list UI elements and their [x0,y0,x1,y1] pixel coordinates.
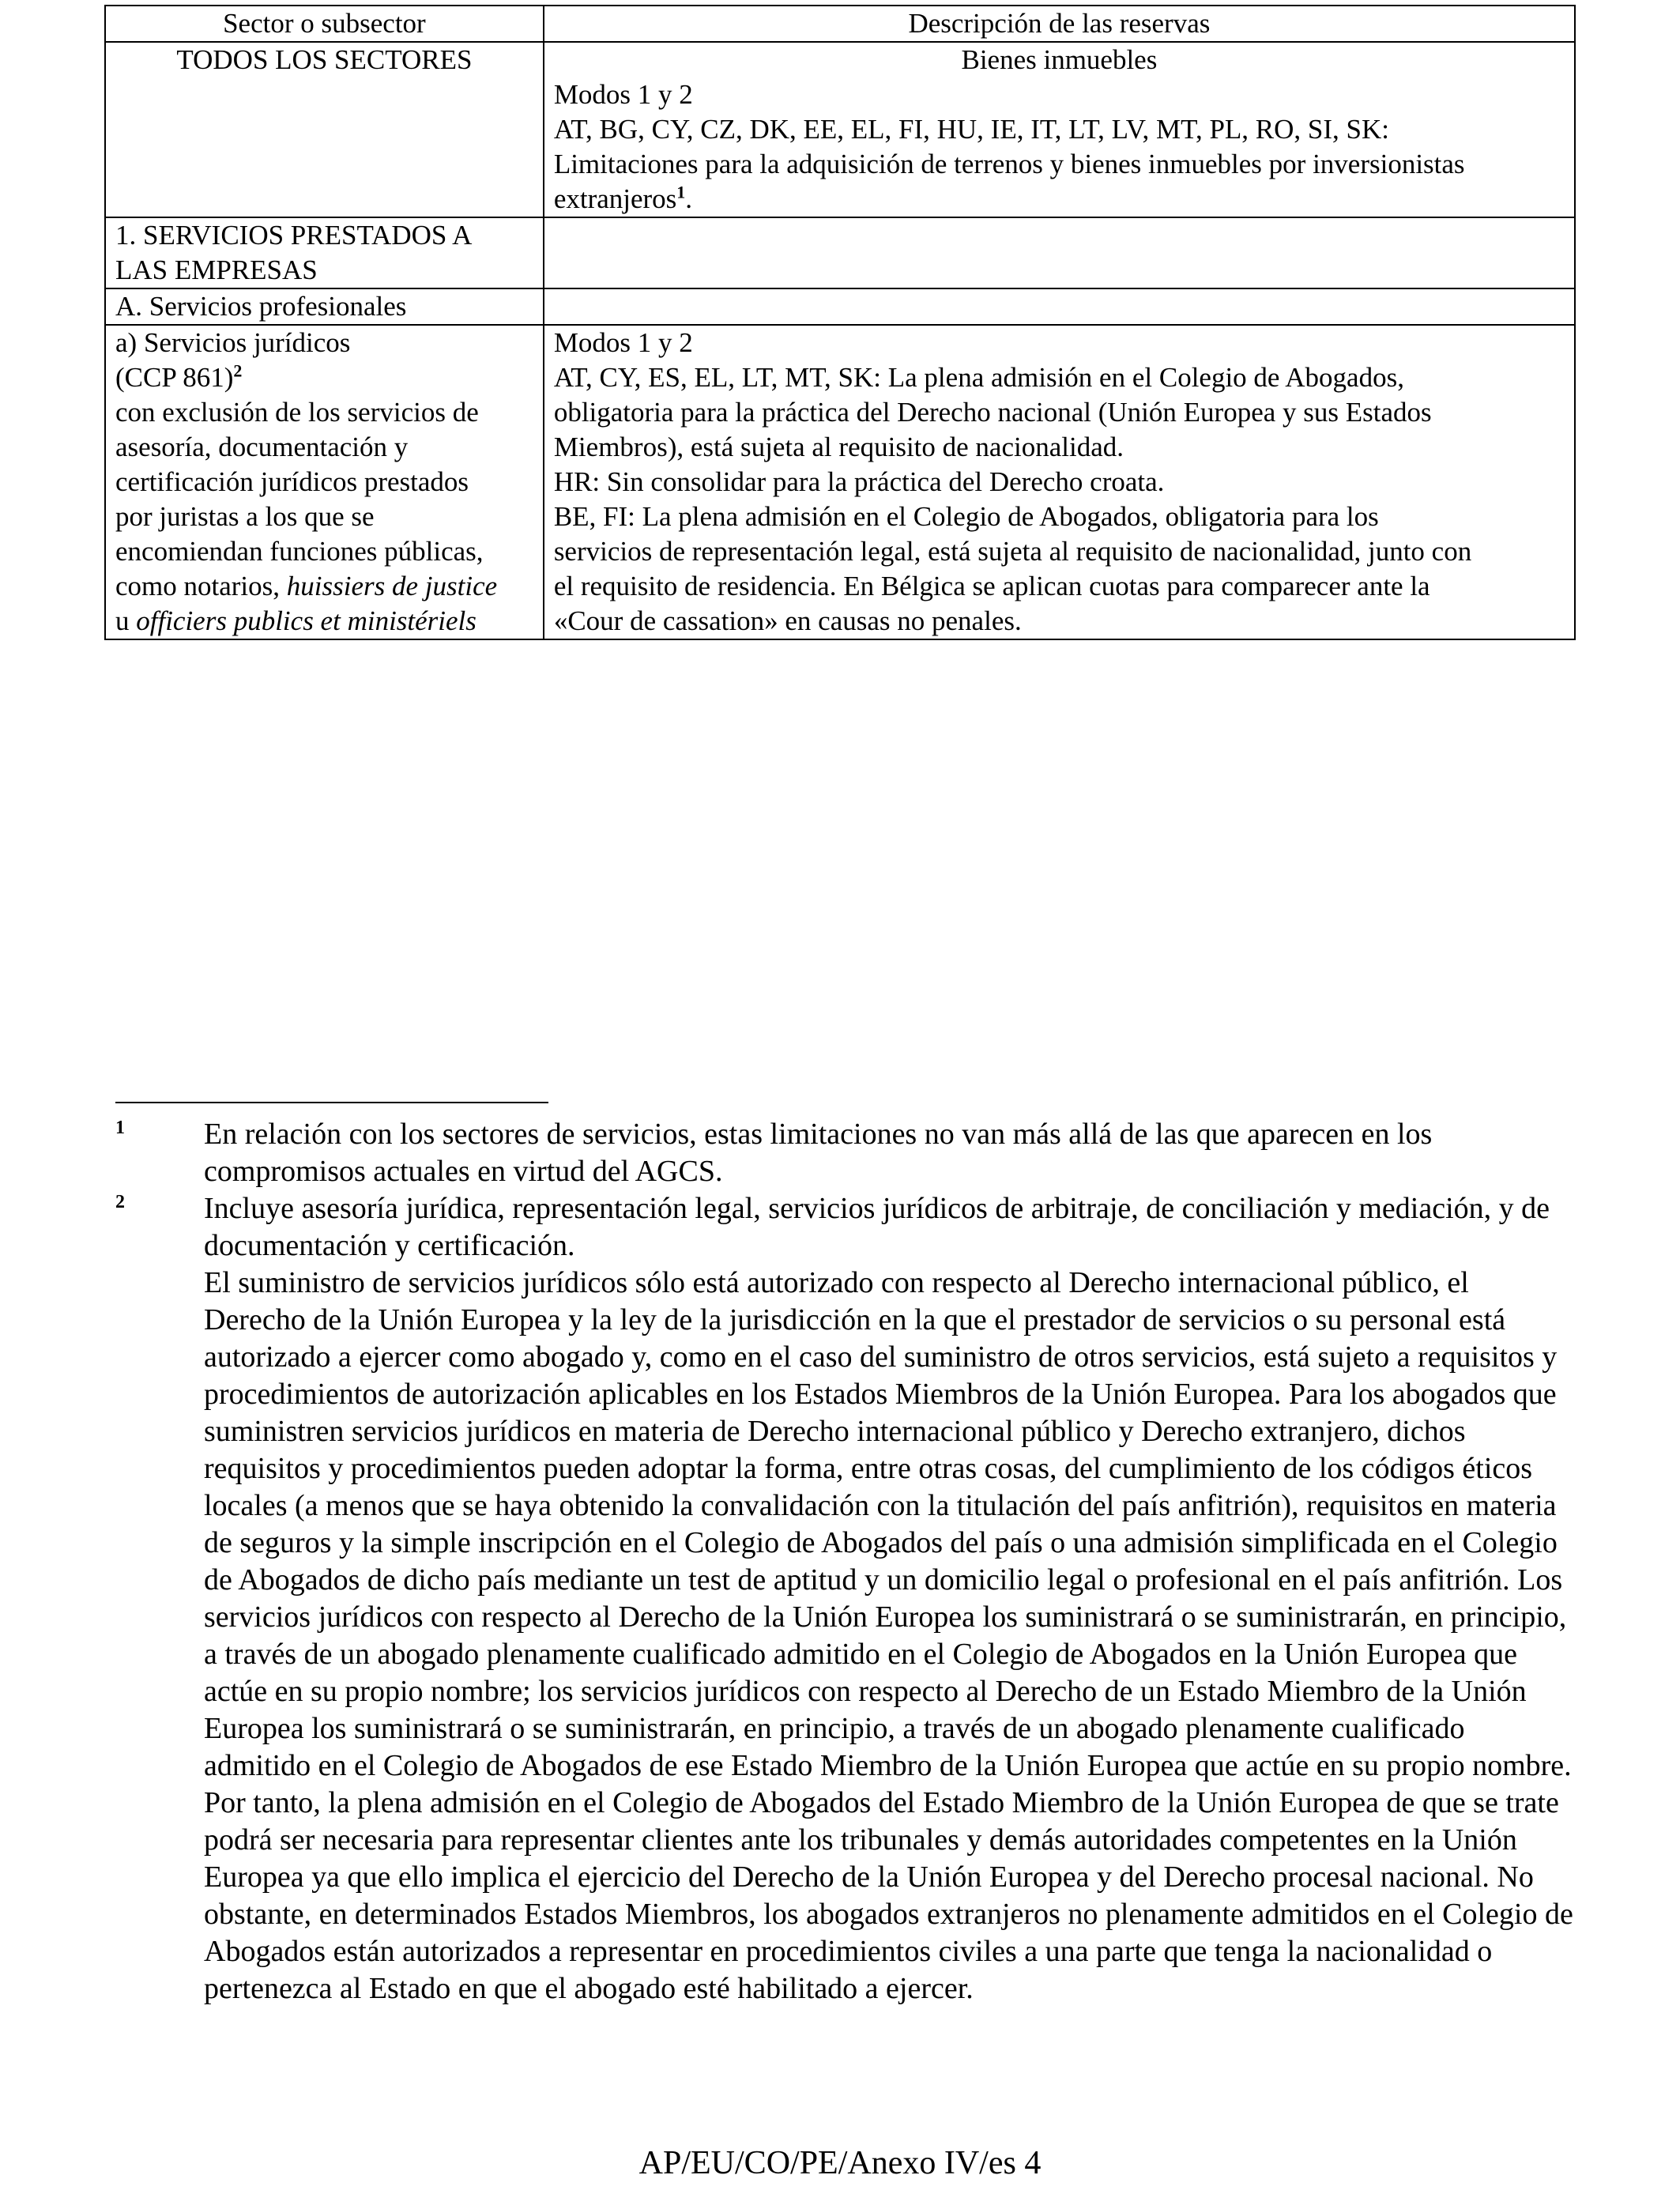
sector-text: u [115,605,137,636]
sector-text-italic: huissiers de justice [286,571,498,601]
description-real-estate [544,42,1575,217]
footnote-ref-2[interactable]: 2 [233,360,243,381]
sector-line: a) Servicios jurídicos [115,327,351,358]
sector-line: 1. SERVICIOS PRESTADOS A [115,220,473,251]
footnote-separator [115,1102,548,1103]
description-period: . [685,183,693,214]
footnote-text: El suministro de servicios jurídicos sólo está autorizado con respecto al Derecho internacional público, el Derecho de la Unión Europea y la ley de la jurisdicción en la que el prestador de servicios o su personal está autorizado a ejercer como abogado y, como en el caso del suministro de otros servicios, está sujeto a requisitos y procedimientos de autorización aplicables en los Estados Miembros de la Unión Europea. Para los abogados que suministren servicios jurídicos en materia de Derecho internacional público y Derecho extranjero, dichos requisitos y procedimientos pueden adoptar la forma, entre otras cosas, del cumplimiento de los códigos éticos locales (a menos que se haya obtenido la convalidación con la titulación del país anfitrión), requisitos en materia de seguros y la simple inscripción en el Colegio de Abogados del país o una admisión simplificada en el Colegio de Abogados de dicho país mediante un test de aptitud y un domicilio legal o profesional en el país anfitrión. Los servicios jurídicos con respecto al Derecho de la Unión Europea los suministrará o se suministrarán, en principio, a través de un abogado plenamente cualificado admitido en el Colegio de Abogados en la Unión Europea que actúe en su propio nombre; los servicios jurídicos con respecto al Derecho de un Estado Miembro de la Unión Europea los suministrará o se suministrarán, en principio, a través de un abogado plenamente cualificado admitido en el Colegio de Abogados de ese Estado Miembro de la Unión Europea que actúe en su propio nombre. Por tanto, la plena admisión en el Colegio de Abogados del Estado Miembro de la Unión Europea de que se trate podrá ser necesaria para representar clientes ante los tribunales y demás autoridades competentes en la Unión Europea ya que ello implica el ejercicio del Derecho de la Unión Europea y del Derecho procesal nacional. No obstante, en determinados Estados Miembros, los abogados extranjeros no plenamente admitidos en el Colegio de Abogados están autorizados a representar en procedimientos civiles a una parte que tenga la nacionalidad o pertenezca al Estado en que el abogado esté habilitado a ejercer. [204,1266,1573,2005]
sector-text: como notarios, [115,571,287,601]
ccp-code: (CCP 861) [115,362,234,393]
sector-line: asesoría, documentación y [115,432,409,462]
description-text-cont: extranjeros [553,183,677,214]
footnote-1 [115,1116,1577,1190]
sector-line [115,604,533,639]
header-sector: Sector o subsector [105,6,544,42]
description-line: BE, FI: La plena admisión en el Colegio de Abogados, obligatoria para los [553,501,1379,532]
description-text: Limitaciones para la adquisición de terrenos y bienes inmuebles por inversionistas [553,149,1465,179]
description-empty [544,288,1575,325]
header-description: Descripción de las reservas [544,6,1575,42]
table-row-all-sectors [105,42,1575,217]
sector-line: por juristas a los que se [115,501,375,532]
description-countries: AT, BG, CY, CZ, DK, EE, EL, FI, HU, IE, IT, LT, LV, MT, PL, RO, SI, SK: [553,114,1389,145]
description-title: Bienes inmuebles [961,44,1158,75]
page-footer-reference: AP/EU/CO/PE/Anexo IV/es 4 [638,2145,1042,2181]
sector-professional-services: A. Servicios profesionales [105,288,544,325]
sector-legal-services [105,325,544,639]
footnote-number: 2 [115,1192,125,1212]
reservations-table [104,5,1576,640]
description-line: el requisito de residencia. En Bélgica se aplican cuotas para comparecer ante la [553,571,1430,601]
sector-line: encomiendan funciones públicas, [115,536,484,567]
sector-line: LAS EMPRESAS [115,254,318,285]
sector-text-italic: officiers publics et ministériels [136,605,477,636]
description-line: Miembros), está sujeta al requisito de nacionalidad. [553,432,1124,462]
description-text-end [554,182,1565,217]
description-line: obligatoria para la práctica del Derecho nacional (Unión Europea y sus Estados [553,397,1432,428]
sector-line [115,360,533,395]
footnote-ref-1[interactable]: 1 [676,182,686,202]
table-header-row [105,6,1575,42]
footnote-text: En relación con los sectores de servicios, estas limitaciones no van más allá de las que aparecen en los compromisos actuales en virtud del AGCS. [204,1118,1433,1188]
description-line: HR: Sin consolidar para la práctica del Derecho croata. [553,466,1165,497]
footnote-number: 1 [115,1118,125,1138]
table-row-legal-services [105,325,1575,639]
footnote-text: Incluye asesoría jurídica, representación legal, servicios jurídicos de arbitraje, de conciliación y mediación, y de documentación y certificación. [204,1192,1550,1262]
description-empty [544,217,1575,288]
footnotes [115,1116,1577,2007]
sector-all: TODOS LOS SECTORES [105,42,544,217]
sector-line: con exclusión de los servicios de [115,397,479,428]
footnote-2 [115,1190,1577,2007]
table-row-professional-services [105,288,1575,325]
sector-business-services [105,217,544,288]
sector-line [115,569,533,604]
description-line: AT, CY, ES, EL, LT, MT, SK: La plena admisión en el Colegio de Abogados, [553,362,1404,393]
description-line: «Cour de cassation» en causas no penales. [553,605,1022,636]
description-line: servicios de representación legal, está sujeta al requisito de nacionalidad, junto con [553,536,1472,567]
table-row-business-services [105,217,1575,288]
description-legal-services [544,325,1575,639]
description-mode: Modos 1 y 2 [553,327,693,358]
description-mode: Modos 1 y 2 [553,79,693,110]
sector-line: certificación jurídicos prestados [115,466,469,497]
